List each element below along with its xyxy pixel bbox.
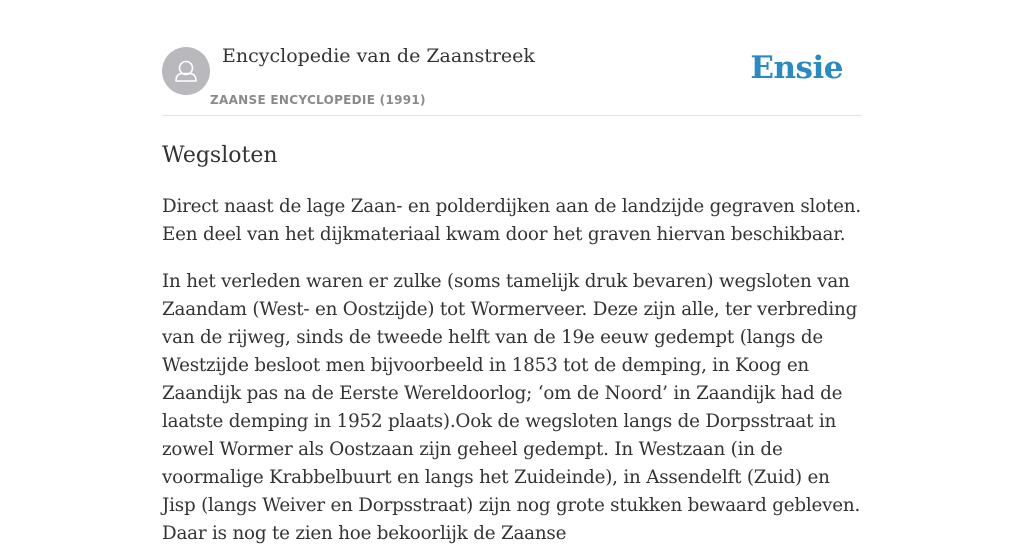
source-header — [162, 0, 862, 116]
user-icon — [162, 47, 210, 95]
page — [162, 0, 862, 548]
article-paragraph: Direct naast de lage Zaan- en polderdijken aan de landzijde gegraven sloten. Een deel van het dijkmateriaal kwam door het graven hiervan beschikbaar. — [162, 196, 861, 245]
article-title: Wegsloten — [162, 143, 278, 168]
avatar[interactable] — [162, 47, 210, 95]
ensie-logo[interactable]: Ensie — [750, 50, 843, 86]
article-paragraph: In het verleden waren er zulke (soms tamelijk druk bevaren) wegsloten van Zaandam (West- en Oostzijde) tot Wormerveer. Deze zijn alle, ter verbreding van de rijweg, sinds de tweede helft van de 19e eeuw gedempt (langs de Westzijde besloot men bijvoorbeeld in 1853 tot de demping, in Koog en Zaandijk pas na de Eerste Wereldoorlog; ‘om de Noord’ in Zaandijk had de laatste demping in 1952 plaats).Ook de wegsloten langs de Dorpsstraat in zowel Wormer als Oostzaan zijn geheel gedempt. In Westzaan (in de voormalige Krabbelbuurt en langs het Zuideinde), in Assendelft (Zuid) en Jisp (langs Weiver en Dorpsstraat) zijn nog grote stukken bewaard gebleven. Daar is nog te zien hoe bekoorlijk de Zaanse — [162, 271, 861, 544]
source-subtitle[interactable]: ZAANSE ENCYCLOPEDIE (1991) — [210, 93, 426, 107]
source-title[interactable]: Encyclopedie van de Zaanstreek — [222, 45, 535, 67]
